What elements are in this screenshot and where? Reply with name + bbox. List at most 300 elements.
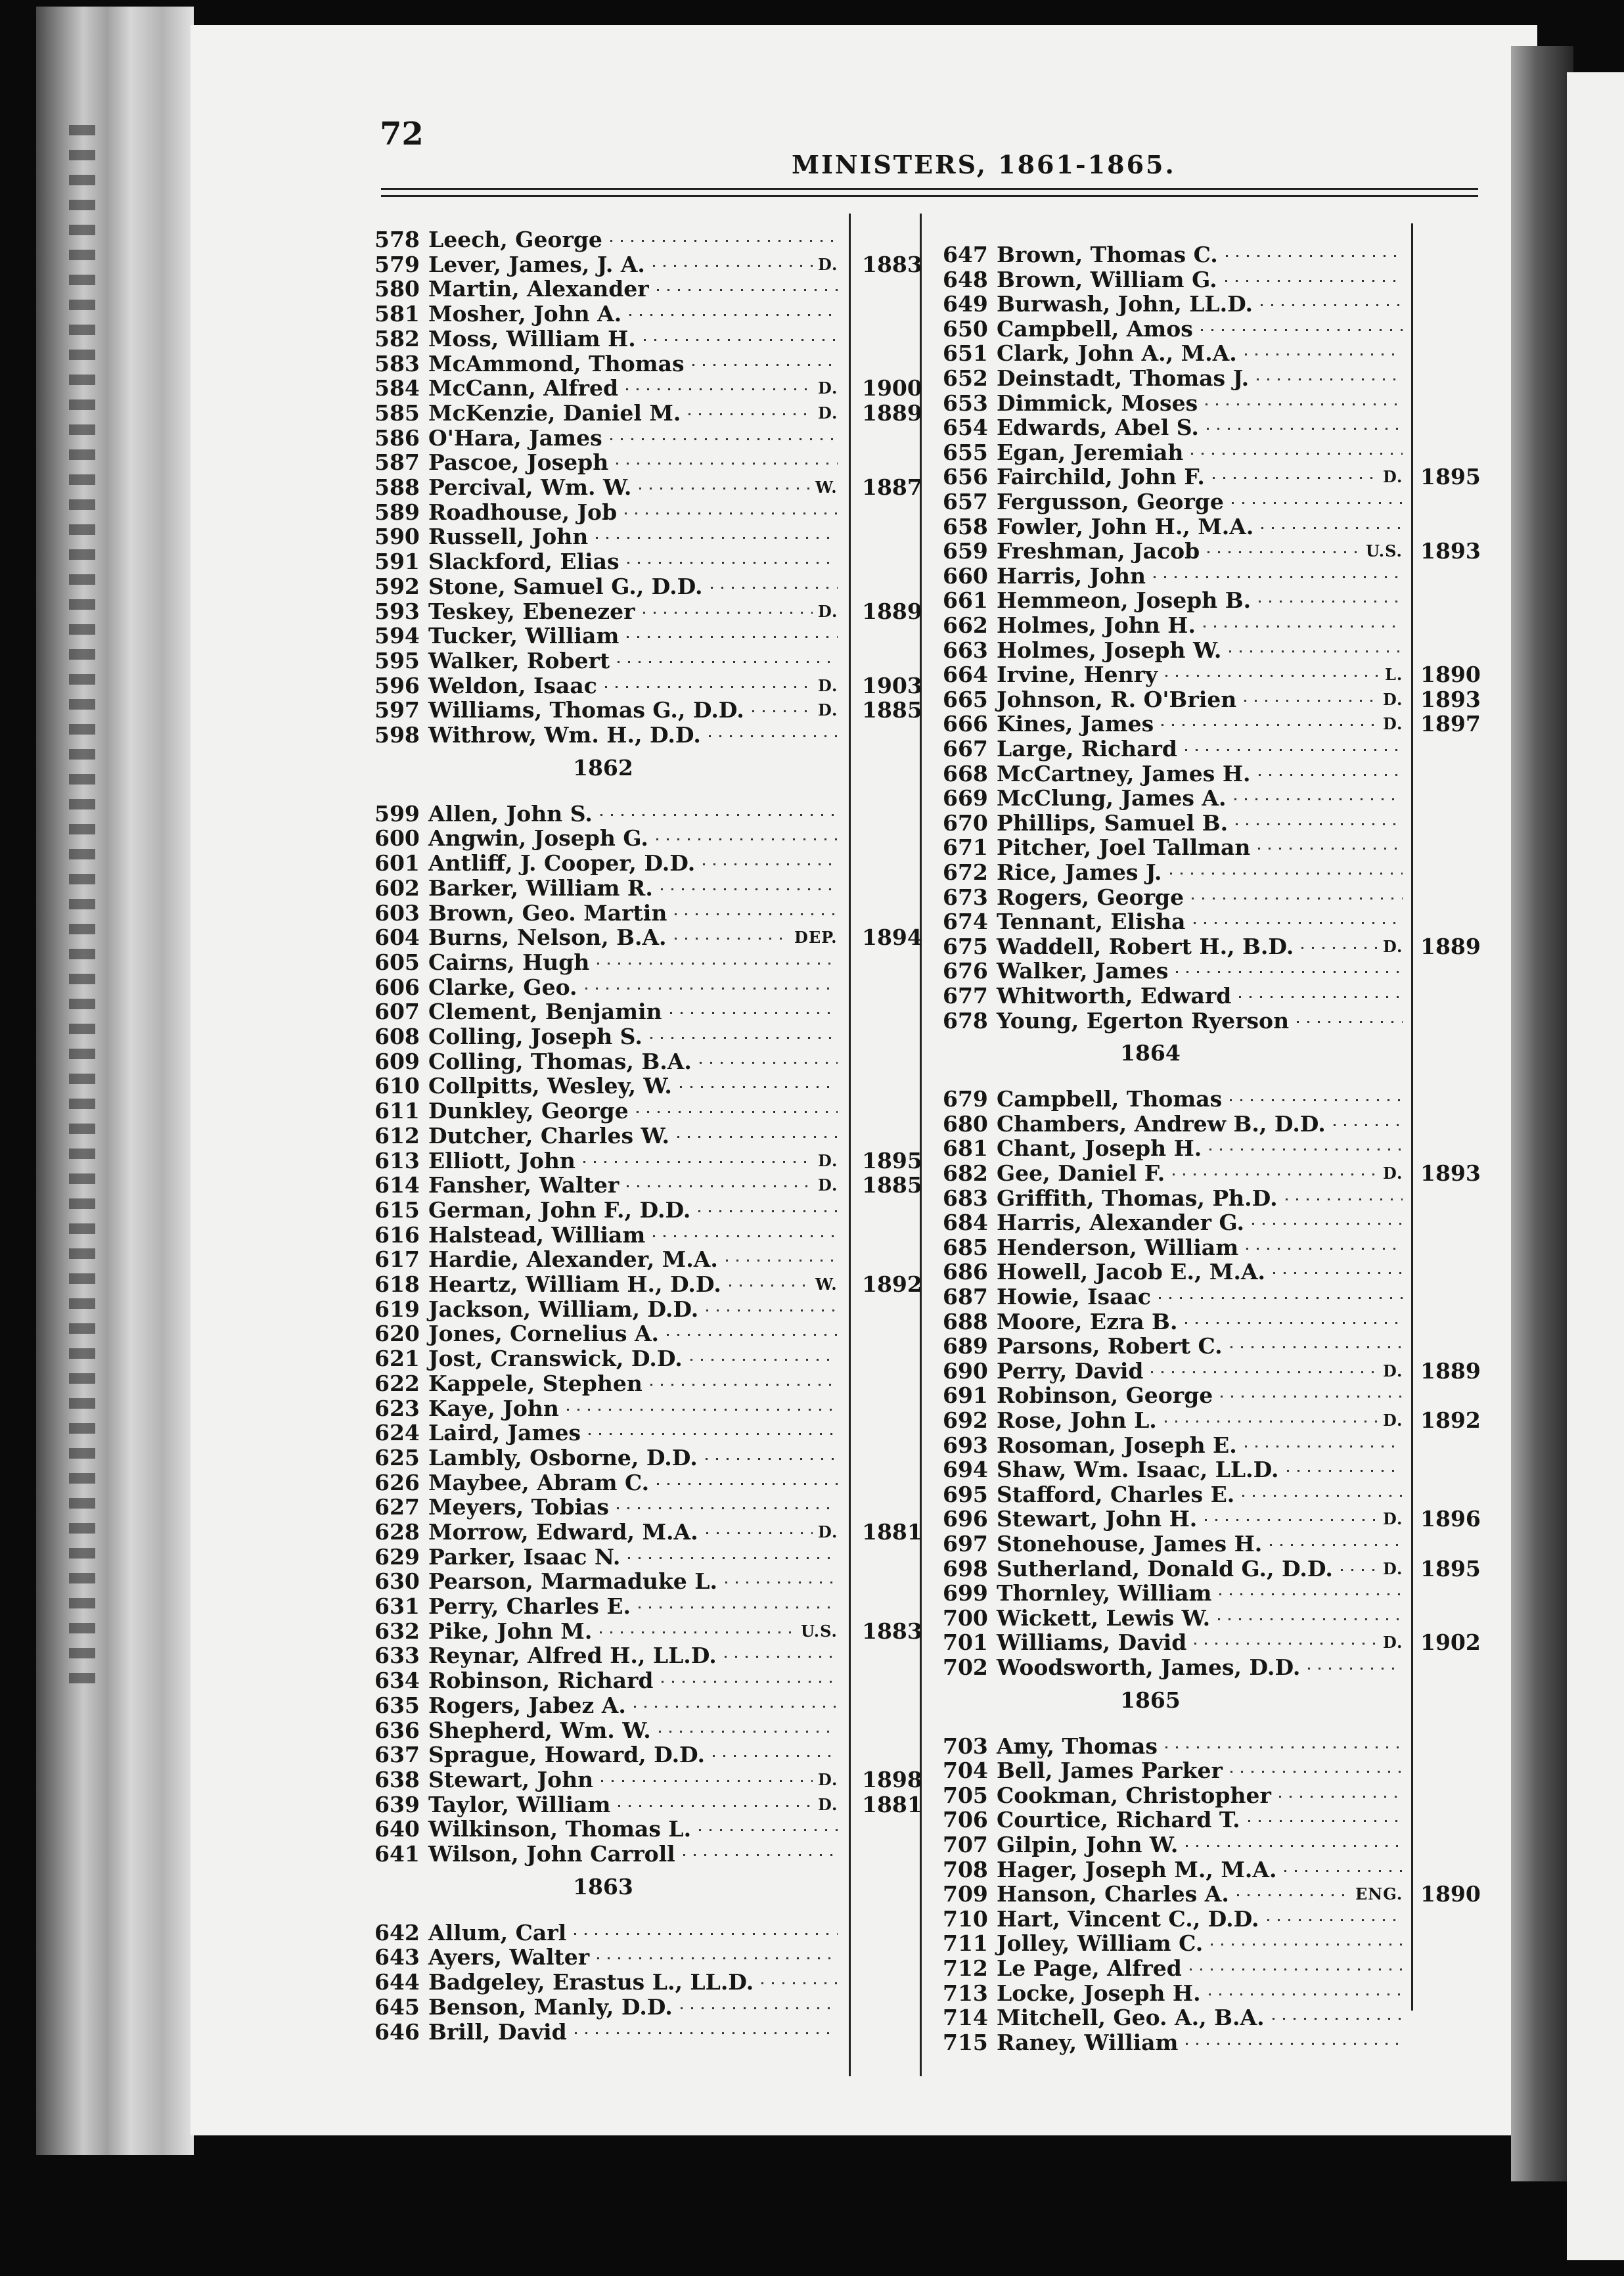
entry-number: 712: [943, 1955, 988, 1981]
leader-dots: [601, 1780, 813, 1782]
minister-entry: [943, 1235, 1406, 1261]
leader-dots: [1244, 700, 1378, 702]
minister-name: Fansher, Walter: [428, 1172, 620, 1198]
status-mark: U.S.: [1366, 541, 1403, 560]
entry-number: 657: [943, 489, 988, 514]
end-year: 1889: [862, 599, 922, 624]
entry-number: 661: [943, 587, 988, 613]
entry-number: 711: [943, 1930, 988, 1956]
entry-number: 662: [943, 612, 988, 638]
entry-number: 695: [943, 1482, 988, 1507]
leader-dots: [690, 1359, 838, 1361]
entry-number: 596: [374, 673, 420, 698]
adjacent-page-edge: [1567, 72, 1624, 2260]
leader-dots: [675, 913, 838, 915]
minister-entry: [943, 563, 1406, 589]
entry-number: 681: [943, 1135, 988, 1161]
minister-name: Harris, John: [997, 563, 1146, 589]
entry-number: 590: [374, 524, 420, 549]
status-mark: D.: [1383, 937, 1403, 956]
status-mark: U.S.: [801, 1622, 838, 1641]
year-heading: 1862: [573, 754, 633, 781]
minister-name: Withrow, Wm. H., D.D.: [428, 722, 701, 748]
minister-entry: [943, 859, 1406, 886]
entry-number: 645: [374, 1994, 420, 2020]
minister-entry: [374, 623, 847, 649]
page-edge-marks: [69, 125, 95, 1689]
leader-dots: [618, 661, 838, 663]
minister-name: Stone, Samuel G., D.D.: [428, 574, 703, 599]
leader-dots: [1267, 1919, 1403, 1921]
leader-dots: [670, 1012, 838, 1014]
entry-number: 677: [943, 983, 988, 1009]
status-mark: D.: [818, 1151, 838, 1170]
entry-number: 670: [943, 810, 988, 836]
leader-dots: [1334, 1124, 1403, 1126]
minister-entry: [374, 1816, 847, 1842]
minister-name: Egan, Jeremiah: [997, 440, 1184, 465]
leader-dots: [1297, 1021, 1403, 1023]
leader-dots: [627, 636, 838, 638]
leader-dots: [639, 1606, 838, 1608]
end-year: 1896: [1420, 1506, 1481, 1532]
leader-dots: [709, 735, 838, 737]
minister-entry: [374, 474, 922, 501]
status-mark: D.: [1383, 1361, 1403, 1380]
minister-name: Roadhouse, Job: [428, 499, 618, 525]
minister-entry: [374, 599, 922, 625]
minister-entry: [374, 1073, 847, 1099]
leader-dots: [597, 1957, 838, 1959]
minister-entry: [374, 1568, 847, 1595]
entry-number: 599: [374, 801, 420, 827]
minister-entry: [943, 2005, 1406, 2031]
minister-name: Slackford, Elias: [428, 549, 620, 574]
leader-dots: [1237, 1894, 1350, 1896]
entry-number: 686: [943, 1259, 988, 1285]
minister-entry: [943, 1284, 1406, 1310]
minister-name: Fairchild, John F.: [997, 464, 1205, 489]
minister-entry: [943, 711, 1481, 737]
minister-name: Burwash, John, LL.D.: [997, 291, 1253, 317]
minister-entry: [943, 1382, 1406, 1409]
minister-name: Russell, John: [428, 524, 589, 549]
year-heading: 1864: [1120, 1040, 1181, 1066]
entry-number: 700: [943, 1605, 988, 1631]
minister-entry: [374, 999, 847, 1025]
minister-entry: [374, 252, 922, 278]
entry-number: 582: [374, 326, 420, 352]
minister-name: McCann, Alfred: [428, 375, 619, 401]
leader-dots: [703, 863, 838, 865]
leader-dots: [675, 938, 789, 940]
leader-dots: [1194, 1643, 1378, 1645]
minister-entry: [374, 1994, 847, 2020]
minister-entry: [943, 810, 1406, 836]
minister-entry: [943, 1309, 1406, 1335]
leader-dots: [725, 1582, 838, 1583]
entry-number: 694: [943, 1457, 988, 1482]
entry-number: 675: [943, 934, 988, 959]
entry-number: 581: [374, 301, 420, 327]
minister-entry: [943, 464, 1481, 490]
status-mark: D.: [1383, 1164, 1403, 1183]
entry-number: 589: [374, 499, 420, 525]
entry-number: 638: [374, 1767, 420, 1792]
minister-name: Woodsworth, James, D.D.: [997, 1654, 1301, 1680]
minister-name: Thornley, William: [997, 1580, 1212, 1606]
minister-name: Clement, Benjamin: [428, 999, 662, 1024]
entry-number: 644: [374, 1969, 420, 1995]
leader-dots: [1173, 1173, 1378, 1175]
status-mark: D.: [818, 1795, 838, 1814]
leader-dots: [662, 1681, 838, 1683]
minister-entry: [374, 1920, 847, 1946]
minister-name: Freshman, Jacob: [997, 538, 1200, 564]
minister-entry: [374, 1519, 922, 1545]
year-heading: 1863: [573, 1873, 633, 1900]
minister-name: Clarke, Geo.: [428, 974, 577, 1000]
end-year: 1895: [862, 1148, 922, 1173]
minister-name: Sprague, Howard, D.D.: [428, 1742, 705, 1767]
leader-dots: [1245, 1445, 1403, 1447]
leader-dots: [643, 612, 813, 614]
entry-number: 707: [943, 1832, 988, 1857]
minister-entry: [374, 875, 847, 901]
minister-name: Pearson, Marmaduke L.: [428, 1568, 717, 1594]
minister-entry: [374, 1593, 847, 1620]
minister-name: Chant, Joseph H.: [997, 1135, 1202, 1161]
entry-number: 601: [374, 850, 420, 876]
minister-name: Tucker, William: [428, 623, 620, 649]
leader-dots: [567, 1409, 838, 1411]
minister-name: Barker, William R.: [428, 875, 653, 901]
end-year: 1893: [1420, 538, 1481, 564]
end-year: 1902: [1420, 1629, 1481, 1655]
minister-name: Wilkinson, Thomas L.: [428, 1816, 692, 1842]
leader-dots: [1258, 848, 1403, 850]
leader-dots: [597, 963, 838, 965]
entry-number: 650: [943, 316, 988, 342]
leader-dots: [1230, 1346, 1403, 1348]
minister-entry: [374, 2019, 847, 2045]
minister-name: Hemmeon, Joseph B.: [997, 587, 1252, 613]
minister-entry: [374, 1246, 847, 1273]
entry-number: 687: [943, 1284, 988, 1309]
running-head: MINISTERS, 1861-1865.: [792, 150, 1176, 179]
entry-number: 697: [943, 1531, 988, 1557]
entry-number: 622: [374, 1371, 420, 1396]
minister-name: Holmes, Joseph W.: [997, 637, 1222, 663]
leader-dots: [1176, 971, 1403, 973]
status-mark: D.: [1383, 1559, 1403, 1578]
entry-number: 671: [943, 834, 988, 860]
minister-entry: [943, 1807, 1406, 1833]
minister-entry: [374, 1792, 922, 1818]
leader-dots: [1186, 2043, 1403, 2045]
status-mark: D.: [1383, 467, 1403, 486]
minister-name: Brown, Geo. Martin: [428, 900, 667, 926]
minister-name: Campbell, Thomas: [997, 1086, 1223, 1112]
minister-name: Sutherland, Donald G., D.D.: [997, 1556, 1333, 1582]
minister-name: Lever, James, J. A.: [428, 252, 645, 277]
entry-number: 709: [943, 1881, 988, 1907]
leader-dots: [692, 364, 838, 366]
minister-name: Rice, James J.: [997, 859, 1162, 885]
leader-dots: [610, 438, 838, 440]
minister-entry: [943, 1185, 1406, 1212]
minister-entry: [943, 761, 1406, 787]
end-year: 1881: [862, 1792, 922, 1817]
minister-name: Angwin, Joseph G.: [428, 825, 648, 851]
minister-entry: [374, 574, 847, 600]
entry-number: 618: [374, 1271, 420, 1297]
entry-number: 631: [374, 1593, 420, 1619]
leader-dots: [600, 1631, 796, 1633]
leader-dots: [1205, 1519, 1378, 1521]
minister-entry: [943, 1358, 1481, 1384]
leader-dots: [725, 1656, 838, 1658]
minister-entry: [943, 242, 1406, 268]
entry-number: 654: [943, 415, 988, 440]
status-mark: D.: [818, 255, 838, 274]
entry-number: 665: [943, 687, 988, 712]
minister-entry: [374, 1346, 847, 1372]
minister-name: Waddell, Robert H., B.D.: [997, 934, 1294, 959]
minister-entry: [374, 1445, 847, 1471]
minister-name: Allum, Carl: [428, 1920, 567, 1946]
leader-dots: [657, 1483, 838, 1485]
minister-entry: [374, 1024, 847, 1050]
entry-number: 632: [374, 1618, 420, 1644]
entry-number: 635: [374, 1693, 420, 1718]
status-mark: D.: [1383, 690, 1403, 709]
minister-name: Kappele, Stephen: [428, 1371, 643, 1396]
leader-dots: [1221, 1396, 1403, 1398]
leader-dots: [1207, 551, 1361, 553]
minister-name: Rose, John L.: [997, 1407, 1157, 1433]
entry-number: 667: [943, 736, 988, 762]
leader-dots: [656, 838, 838, 840]
minister-name: McAmmond, Thomas: [428, 351, 685, 376]
leader-dots: [698, 1210, 838, 1212]
entry-number: 591: [374, 549, 420, 574]
minister-entry: [374, 1371, 847, 1397]
leader-dots: [1213, 477, 1378, 479]
leader-dots: [1206, 403, 1403, 405]
entry-number: 611: [374, 1098, 420, 1124]
leader-dots: [1245, 353, 1403, 355]
leader-dots: [761, 1982, 838, 1984]
leader-dots: [585, 988, 838, 990]
minister-entry: [943, 1930, 1406, 1957]
minister-name: Moss, William H.: [428, 326, 636, 352]
status-mark: D.: [818, 1770, 838, 1789]
leader-dots: [627, 562, 838, 564]
minister-name: Edwards, Abel S.: [997, 415, 1199, 440]
minister-entry: [374, 1396, 847, 1422]
leader-dots: [1261, 304, 1403, 306]
status-mark: D.: [818, 700, 838, 719]
minister-name: Heartz, William H., D.D.: [428, 1271, 721, 1297]
status-mark: D.: [818, 1522, 838, 1541]
leader-dots: [1225, 280, 1403, 282]
minister-name: Dunkley, George: [428, 1098, 629, 1124]
minister-name: Hager, Joseph M., M.A.: [997, 1857, 1277, 1882]
minister-name: Clark, John A., M.A.: [997, 340, 1237, 366]
entry-number: 703: [943, 1733, 988, 1759]
minister-name: Jolley, William C.: [997, 1930, 1204, 1956]
entry-number: 608: [374, 1024, 420, 1049]
page-gutter-shadow: [1511, 46, 1573, 2181]
minister-entry: [943, 415, 1406, 441]
leader-dots: [1279, 1796, 1403, 1798]
entry-number: 672: [943, 859, 988, 885]
status-mark: D.: [1383, 1509, 1403, 1528]
minister-name: Fowler, John H., M.A.: [997, 514, 1254, 539]
status-mark: D.: [818, 403, 838, 422]
header-double-rule: [381, 188, 1478, 197]
entry-number: 610: [374, 1073, 420, 1099]
entry-number: 587: [374, 449, 420, 475]
entry-number: 633: [374, 1643, 420, 1668]
entry-number: 578: [374, 227, 420, 252]
minister-name: Whitworth, Edward: [997, 983, 1232, 1009]
minister-name: Walker, Robert: [428, 648, 610, 673]
entry-number: 676: [943, 958, 988, 984]
minister-entry: [943, 316, 1406, 342]
leader-dots: [1273, 1272, 1403, 1274]
leader-dots: [575, 2032, 838, 2034]
minister-name: Hart, Vincent C., D.D.: [997, 1906, 1259, 1932]
minister-entry: [943, 1506, 1481, 1532]
entry-number: 586: [374, 425, 420, 451]
entry-number: 698: [943, 1556, 988, 1582]
status-mark: ENG.: [1355, 1884, 1403, 1903]
minister-entry: [943, 1733, 1406, 1760]
entry-number: 701: [943, 1629, 988, 1655]
minister-name: Le Page, Alfred: [997, 1955, 1182, 1981]
entry-number: 593: [374, 599, 420, 624]
entry-number: 663: [943, 637, 988, 663]
leader-dots: [700, 1062, 838, 1064]
entry-number: 688: [943, 1309, 988, 1334]
end-year: 1893: [1420, 1160, 1481, 1186]
minister-name: Courtice, Richard T.: [997, 1807, 1240, 1832]
leader-dots: [1165, 675, 1380, 677]
end-year: 1893: [1420, 687, 1481, 712]
leader-dots: [713, 1755, 838, 1757]
minister-name: Hanson, Charles A.: [997, 1881, 1229, 1907]
minister-name: Halstead, William: [428, 1222, 646, 1248]
minister-entry: [374, 1718, 847, 1744]
minister-entry: [943, 365, 1406, 392]
minister-name: Robinson, Richard: [428, 1668, 654, 1693]
minister-name: Walker, James: [997, 958, 1169, 984]
minister-entry: [943, 736, 1406, 762]
minister-name: Pascoe, Joseph: [428, 449, 609, 475]
minister-name: Large, Richard: [997, 736, 1177, 762]
leader-dots: [659, 1731, 838, 1733]
entry-number: 646: [374, 2019, 420, 2045]
leader-dots: [596, 537, 838, 539]
leader-dots: [628, 1557, 838, 1559]
minister-name: Elliott, John: [428, 1148, 575, 1173]
leader-dots: [1236, 823, 1403, 825]
minister-name: Weldon, Isaac: [428, 673, 597, 698]
leader-dots: [667, 1334, 838, 1336]
leader-dots: [600, 814, 838, 816]
leader-dots: [1165, 1421, 1378, 1422]
entry-number: 613: [374, 1148, 420, 1173]
minister-entry: [943, 1482, 1406, 1508]
leader-dots: [1219, 1593, 1403, 1595]
end-year: 1885: [862, 697, 922, 723]
entry-number: 674: [943, 909, 988, 934]
minister-name: German, John F., D.D.: [428, 1197, 691, 1223]
page-number: 72: [380, 116, 424, 152]
minister-name: Cairns, Hugh: [428, 949, 590, 975]
leader-dots: [1165, 1746, 1403, 1748]
minister-name: Williams, David: [997, 1629, 1187, 1655]
minister-entry: [374, 1222, 847, 1248]
minister-name: Henderson, William: [997, 1235, 1239, 1260]
status-mark: D.: [1383, 714, 1403, 733]
entry-number: 689: [943, 1333, 988, 1359]
entry-number: 705: [943, 1783, 988, 1808]
minister-name: Reynar, Alfred H., LL.D.: [428, 1643, 717, 1668]
minister-name: Stewart, John H.: [997, 1506, 1198, 1532]
entry-number: 693: [943, 1432, 988, 1458]
status-mark: L.: [1385, 665, 1403, 684]
entry-number: 666: [943, 711, 988, 737]
minister-name: Mitchell, Geo. A., B.A.: [997, 2005, 1265, 2030]
entry-number: 637: [374, 1742, 420, 1767]
leader-dots: [680, 1086, 838, 1088]
end-year: 1885: [862, 1172, 922, 1198]
minister-name: Jackson, William, D.D.: [428, 1296, 699, 1322]
status-mark: D.: [1383, 1411, 1403, 1430]
minister-entry: [943, 1629, 1481, 1656]
minister-name: McKenzie, Daniel M.: [428, 400, 681, 426]
leader-dots: [650, 1037, 838, 1039]
minister-name: Hardie, Alexander, M.A.: [428, 1246, 718, 1272]
leader-dots: [653, 1235, 838, 1237]
leader-dots: [1252, 1223, 1403, 1225]
entry-number: 649: [943, 291, 988, 317]
entry-number: 629: [374, 1544, 420, 1570]
minister-name: Bell, James Parker: [997, 1758, 1223, 1783]
entry-number: 583: [374, 351, 420, 376]
leader-dots: [1230, 1099, 1403, 1101]
leader-dots: [634, 1706, 838, 1708]
minister-entry: [943, 983, 1406, 1009]
leader-dots: [1185, 1322, 1403, 1324]
entry-number: 598: [374, 722, 420, 748]
entry-number: 669: [943, 785, 988, 811]
end-year: 1892: [862, 1271, 922, 1297]
leader-dots: [661, 888, 838, 890]
minister-name: Robinson, George: [997, 1382, 1213, 1408]
leader-dots: [1201, 329, 1403, 331]
minister-name: Pitcher, Joel Tallman: [997, 834, 1251, 860]
leader-dots: [644, 339, 838, 341]
leader-dots: [1192, 898, 1403, 899]
minister-name: Tennant, Elisha: [997, 909, 1186, 934]
end-year: 1890: [1420, 1881, 1481, 1907]
minister-name: Martin, Alexander: [428, 276, 649, 302]
minister-name: Dutcher, Charles W.: [428, 1123, 669, 1149]
